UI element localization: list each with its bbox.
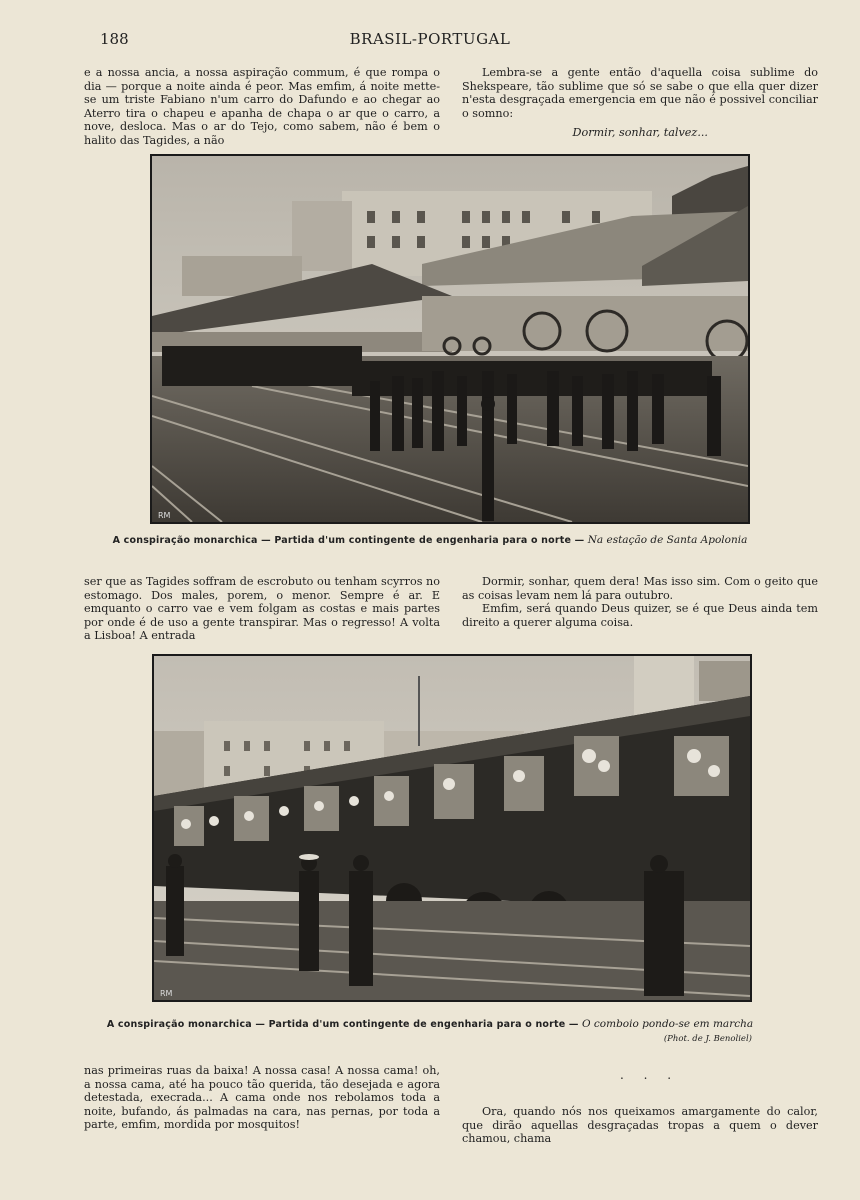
middle-right-column (462, 575, 818, 629)
paragraph: Lembra-se a gente então d'aquella coisa sublime do Shekspeare, tão sublime que só se sabe o que ella quer dizer n'esta desgraçada emergencia em que não é possivel conciliar o somno: (462, 66, 818, 120)
photo1-caption (0, 534, 860, 546)
verse-quote: Dormir, sonhar, talvez... (572, 126, 708, 140)
station-photograph (150, 154, 750, 524)
middle-left-column (84, 575, 440, 643)
bottom-right-column (462, 1105, 818, 1146)
paragraph: Emfim, será quando Deus quizer, se é que Deus ainda tem direito a querer alguma coisa. (462, 602, 818, 629)
page-number: 188 (100, 30, 129, 48)
section-break-dots: . . . (620, 1068, 680, 1082)
paragraph: Ora, quando nós nos queixamos amargamente do calor, que dirão aquellas desgraçadas tropas a quem o dever chamou, chama (462, 1105, 818, 1146)
photo-monogram: RM (158, 511, 171, 520)
photo-credit: (Phot. de J. Benoliel) (663, 1034, 752, 1044)
top-right-column (462, 66, 818, 140)
top-left-column (84, 66, 440, 148)
caption-title: A conspiração monarchica — Partida d'um contingente de engenharia para o norte — (106, 1019, 579, 1030)
running-title: BRASIL-PORTUGAL (349, 30, 511, 48)
train-photo-illustration (154, 656, 750, 1000)
paragraph: ser que as Tagides soffram de escrobuto ou tenham scyrros no estomago. Dos males, porem, o menor. Sempre é ar. E emquanto o carro vae e vem folgam as costas e mais partes por onde é de uso a gente transpirar. Mas o regresso! A volta a Lisboa! A entrada (84, 575, 440, 643)
photo2-caption (0, 1018, 860, 1030)
train-photograph (152, 654, 752, 1002)
caption-title: A conspiração monarchica — Partida d'um contingente de engenharia para o norte — (112, 535, 585, 546)
paragraph: Dormir, sonhar, quem dera! Mas isso sim. Com o geito que as coisas levam nem lá para outubro. (462, 575, 818, 602)
photo-monogram: RM (160, 989, 173, 998)
paragraph: e a nossa ancia, a nossa aspiração commum, é que rompa o dia — porque a noite ainda é peor. Mas emfim, á noite mette-se um triste Fabiano n'um carro do Dafundo e ao chegar ao Aterro tira o chapeu e apanha de chapa o ar que o carro, a nove, desloca. Mas o ar do Tejo, como sabem, não é bem o halito das Tagides, a não (84, 66, 440, 147)
station-photo-illustration (152, 156, 748, 522)
caption-location: Na estação de Santa Apolonia (587, 534, 748, 546)
caption-description: O comboio pondo-se em marcha (581, 1018, 754, 1030)
paragraph: nas primeiras ruas da baixa! A nossa casa! A nossa cama! oh, a nossa cama, até ha pouco tão querida, tão desejada e agora detestada, execrada... A cama onde nos rebolamos toda a noite, bufando, ás palmadas na cara, nas pernas, por toda a parte, emfim, mordida por mosquitos! (84, 1064, 440, 1132)
bottom-left-column (84, 1064, 440, 1132)
